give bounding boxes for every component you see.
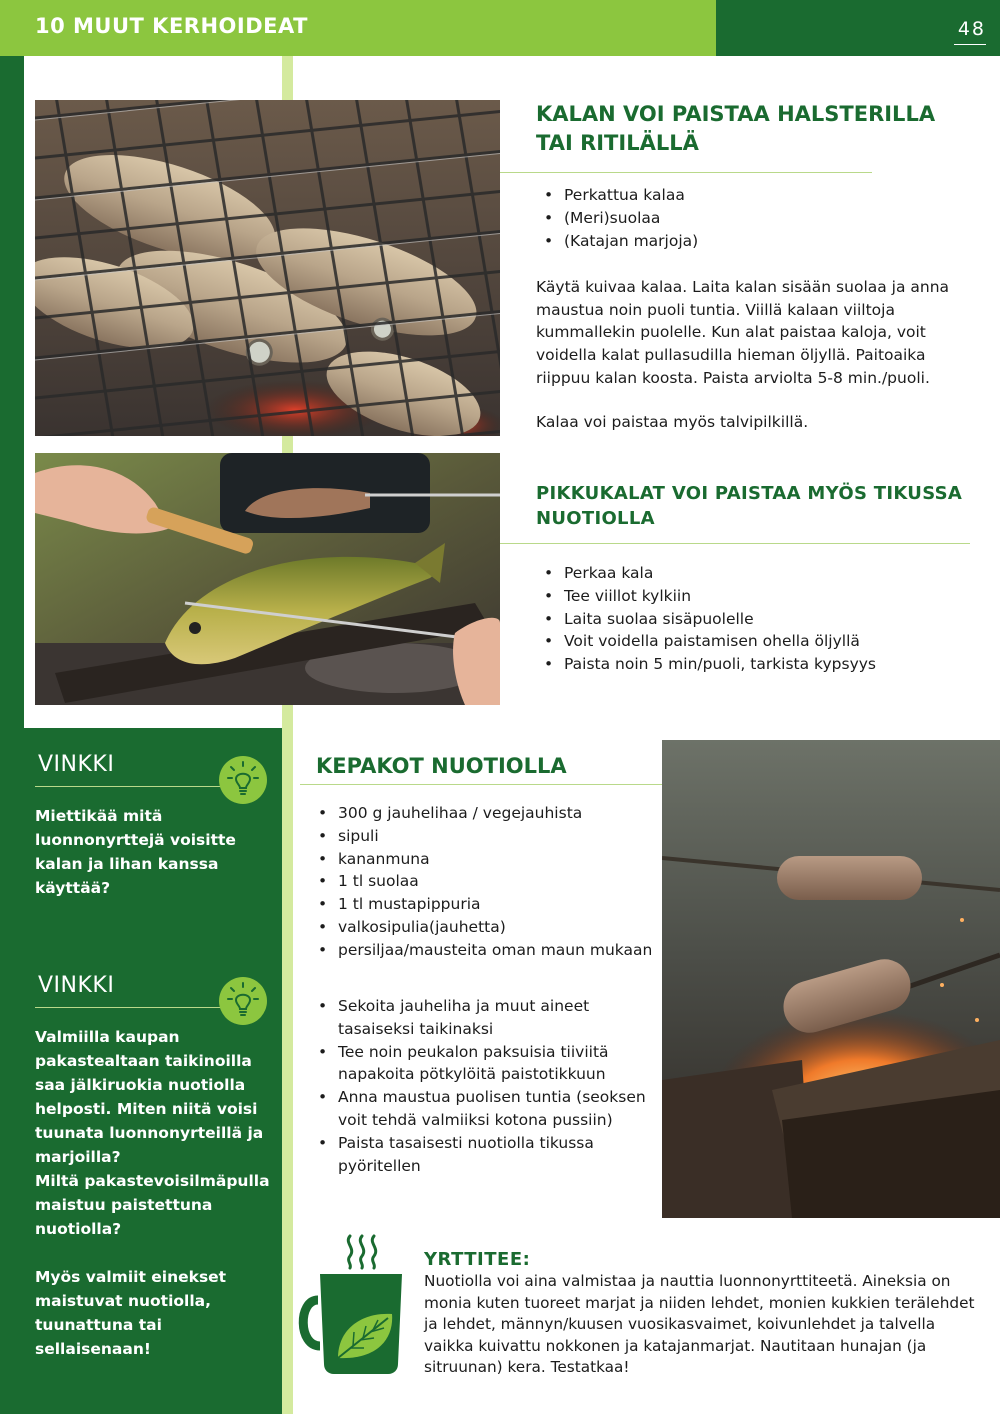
list-item: • 1 tl suolaa [310,870,655,893]
herbal-tea-text: Nuotiolla voi aina valmistaa ja nauttia luonnonyrttiteetä. Aineksia on monia kuten tuoreet marjat ja niiden lehdet, monien kukkien terälehdet ja lehdet, männyn/kuusen vuosikasvaimet, koivunlehdet ja talvella vaikka kuivattu nokkonen ja katajanmarjat. Nautitaan hunajan (ja sitruunan) kera. Testatkaa! [424,1272,975,1377]
grilled-fish-photo [35,100,500,436]
kebab-heading: KEPAKOT NUOTIOLLA [316,754,567,778]
list-item: • Paista tasaisesti nuotiolla tikussa pyöritellen [310,1132,655,1178]
list-item: • (Katajan marjoja) [536,230,976,253]
grill-fish-heading: KALAN VOI PAISTAA HALSTERILLA TAI RITILÄLLÄ [536,102,936,156]
list-item: • Paista noin 5 min/puoli, tarkista kypsyys [536,653,976,676]
list-item: • kananmuna [310,848,655,871]
list-item: • valkosipulia(jauhetta) [310,916,655,939]
list-item: • Tee noin peukalon paksuisia tiiviitä napakoita pötkylöitä paistotikkuun [310,1041,655,1087]
stick-fish-steps-list [536,562,976,676]
list-item: • 300 g jauhelihaa / vegejauhista [310,802,655,825]
list-item: • Perkaa kala [536,562,976,585]
tip-divider [35,786,245,787]
top-left-margin [0,56,24,728]
tea-mug-icon [298,1228,410,1378]
lightbulb-icon [219,977,267,1025]
list-item: • Tee viillot kylkiin [536,585,976,608]
grill-note: Kalaa voi paistaa myös talvipilkillä. [536,413,809,431]
page-number: 48 [957,18,986,40]
tip-text: Miettikää mitä luonnonyrttejä voisitte kalan ja lihan kanssa käyttää? [35,807,236,897]
kebab-heading-divider [300,784,662,785]
kebab-over-fire-photo [662,740,1000,1218]
stick-fish-heading-divider [500,543,970,544]
chapter-title: 10 MUUT KERHOIDEAT [35,14,308,38]
list-item: • Anna maustua puolisen tuntia (seoksen voit tehdä valmiiksi kotona pussiin) [310,1086,655,1132]
grill-ingredients-list [536,184,976,252]
stick-fish-heading: PIKKUKALAT VOI PAISTAA MYÖS TIKUSSA NUOTIOLLA [536,483,963,530]
list-item: • Voit voidella paistamisen ohella öljyllä [536,630,976,653]
lightbulb-icon [219,756,267,804]
tip-title: VINKKI [38,752,115,777]
tip-text: Valmiilla kaupan pakastealtaan taikinoilla saa jälkiruokia nuotiolla helposti. Miten niitä voisi tuunata luonnonyrteillä ja marjoilla? Miltä pakastevoisilmäpulla maistuu paistettuna nuotiolla? Myös valmiit einekset maistuvat nuotiolla, tuunattuna tai sellaisenaan! [35,1028,270,1358]
list-item: • (Meri)suolaa [536,207,976,230]
list-item: • sipuli [310,825,655,848]
fish-on-stick-photo [35,453,500,705]
page-number-underline [954,44,986,45]
grill-instructions: Käytä kuivaa kalaa. Laita kalan sisään suolaa ja anna maustua noin puoli tuntia. Viillä kalaan viiltoja kummallekin puolelle. Kun alat paistaa kaloja, voit voidella kalat pullasudilla hieman öljyllä. Paitoaika riippuu kalan koosta. Paista arviolta 5-8 min./puoli. [536,278,950,387]
tip-title: VINKKI [38,973,115,998]
grill-heading-divider [500,172,872,173]
list-item: • Perkattua kalaa [536,184,976,207]
herbal-tea-heading: YRTTITEE: [424,1249,531,1270]
tip-divider [35,1007,245,1008]
list-item: • 1 tl mustapippuria [310,893,655,916]
kebab-steps-list [310,995,655,1177]
list-item: • persiljaa/mausteita oman maun mukaan [310,939,655,962]
kebab-ingredients-list [310,802,655,962]
list-item: • Sekoita jauheliha ja muut aineet tasaiseksi taikinaksi [310,995,655,1041]
list-item: • Laita suolaa sisäpuolelle [536,608,976,631]
